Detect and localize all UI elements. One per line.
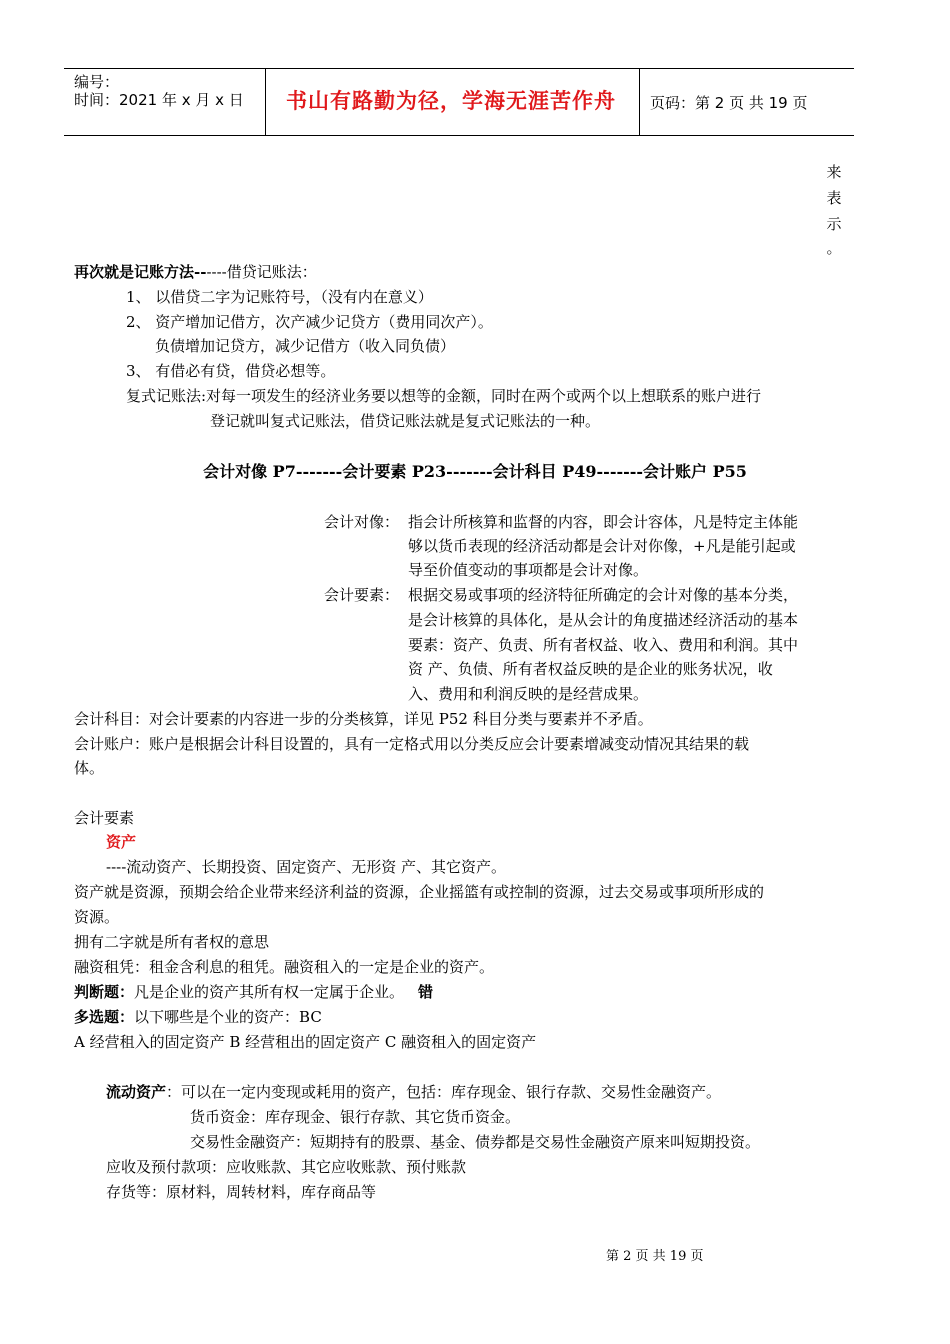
- header-top-rule: [64, 68, 854, 69]
- header-divider-right: [639, 68, 640, 136]
- multi-choice-question: [74, 1006, 322, 1028]
- header-bottom-rule: [64, 135, 854, 136]
- ownership-line: 拥有二字就是所有者权的意思: [74, 933, 270, 951]
- section-title: 会计对像 P7-------会计要素 P23-------会计科目 P49-------会计账户 P55: [203, 462, 747, 481]
- judge-label: 判断题：: [74, 983, 135, 1001]
- bookkeeping-item: 负债增加记贷方，减少记借方（收入同负债）: [155, 337, 456, 355]
- trading-assets-line: 交易性金融资产：短期持有的股票、基金、债券都是交易性金融资产原来叫短期投资。: [190, 1133, 761, 1151]
- page-footer: 第 2 页 共 19 页: [606, 1249, 704, 1264]
- object-label: 会计对像：: [324, 513, 400, 531]
- judge-text: 凡是企业的资产其所有权一定属于企业。: [134, 983, 405, 1001]
- doc-number-label: 编号：: [74, 73, 120, 91]
- assets-definition: 资产就是资源，预期会给企业带来经济利益的资源，企业摇篮有或控制的资源，过去交易或事项所形成的: [74, 883, 765, 901]
- element-line: 根据交易或事项的经济特征所确定的会计对像的基本分类，: [408, 586, 799, 604]
- object-line: 导至价值变动的事项都是会计对像。: [408, 561, 649, 579]
- header-page-label: 页码：第 2 页 共 19 页: [650, 94, 808, 112]
- element-line: 要素：资产、负责、所有者权益、收入、费用和利润。其中: [408, 636, 799, 654]
- object-line: 指会计所核算和监督的内容，即会计容体，凡是特定主体能: [408, 513, 799, 531]
- compound-entry-line: 复式记账法:对每一项发生的经济业务要以想等的金额，同时在两个或两个以上想联系的账户进行: [126, 387, 762, 405]
- inventory-line: 存货等：原材料，周转材料，库存商品等: [106, 1183, 377, 1201]
- subject-line: 会计科目：对会计要素的内容进一步的分类核算，详见 P52 科目分类与要素并不矛盾。: [74, 710, 653, 728]
- element-line: 资 产、负债、所有者权益反映的是企业的账务状况，收: [408, 660, 773, 678]
- receivables-line: 应收及预付款项：应收账款、其它应收账款、预付账款: [106, 1158, 467, 1176]
- bookkeeping-title: 再次就是记账方法--: [74, 263, 207, 281]
- vertical-char: 表: [826, 189, 842, 207]
- assets-subheading: 资产: [106, 833, 137, 851]
- monetary-funds-line: 货币资金：库存现金、银行存款、其它货币资金。: [190, 1108, 521, 1126]
- current-assets-text: ：可以在一定内变现或耗用的资产，包括：库存现金、银行存款、交易性金融资产。: [166, 1083, 722, 1101]
- lease-line: 融资租凭：租金含利息的租凭。融资租入的一定是企业的资产。: [74, 958, 495, 976]
- multi-label: 多选题：: [74, 1008, 135, 1026]
- bookkeeping-item: 1、 以借贷二字为记账符号，（没有内在意义）: [126, 288, 433, 306]
- doc-time-label: 时间：2021 年 x 月 x 日: [74, 91, 244, 109]
- assets-list: ----流动资产、长期投资、固定资产、无形资 产、其它资产。: [106, 858, 507, 876]
- header-motto: 书山有路勤为径，学海无涯苦作舟: [286, 89, 616, 113]
- account-line: 会计账户：账户是根据会计科目设置的，具有一定格式用以分类反应会计要素增减变动情况其结果的载: [74, 735, 750, 753]
- current-assets-line: [106, 1081, 721, 1103]
- multi-text: 以下哪些是个业的资产：BC: [134, 1008, 322, 1026]
- judge-question: [74, 981, 433, 1003]
- bookkeeping-title-rest: ----借贷记账法：: [206, 263, 317, 281]
- header-divider-left: [265, 68, 266, 136]
- judge-answer: 错: [418, 983, 434, 1001]
- compound-entry-line: 登记就叫复式记账法，借贷记账法就是复式记账法的一种。: [210, 412, 601, 430]
- element-label: 会计要素：: [324, 586, 400, 604]
- account-line: 体。: [74, 759, 105, 777]
- bookkeeping-item: 3、 有借必有贷，借贷必想等。: [126, 362, 336, 380]
- element-line: 入、费用和利润反映的是经营成果。: [408, 685, 649, 703]
- assets-definition: 资源。: [74, 908, 120, 926]
- bookkeeping-heading: [74, 261, 317, 283]
- vertical-char: 。: [826, 239, 842, 257]
- assets-heading: 会计要素: [74, 809, 135, 827]
- multi-options: A 经营租入的固定资产 B 经营租出的固定资产 C 融资租入的固定资产: [74, 1033, 537, 1051]
- vertical-char: 示: [826, 215, 842, 233]
- bookkeeping-item: 2、 资产增加记借方，次产减少记贷方（费用同次产）。: [126, 313, 493, 331]
- element-line: 是会计核算的具体化，是从会计的角度描述经济活动的基本: [408, 611, 799, 629]
- current-assets-label: 流动资产: [106, 1083, 167, 1101]
- object-line: 够以货币表现的经济活动都是会计对你像，+凡是能引起或: [408, 537, 796, 555]
- vertical-char: 来: [826, 163, 842, 181]
